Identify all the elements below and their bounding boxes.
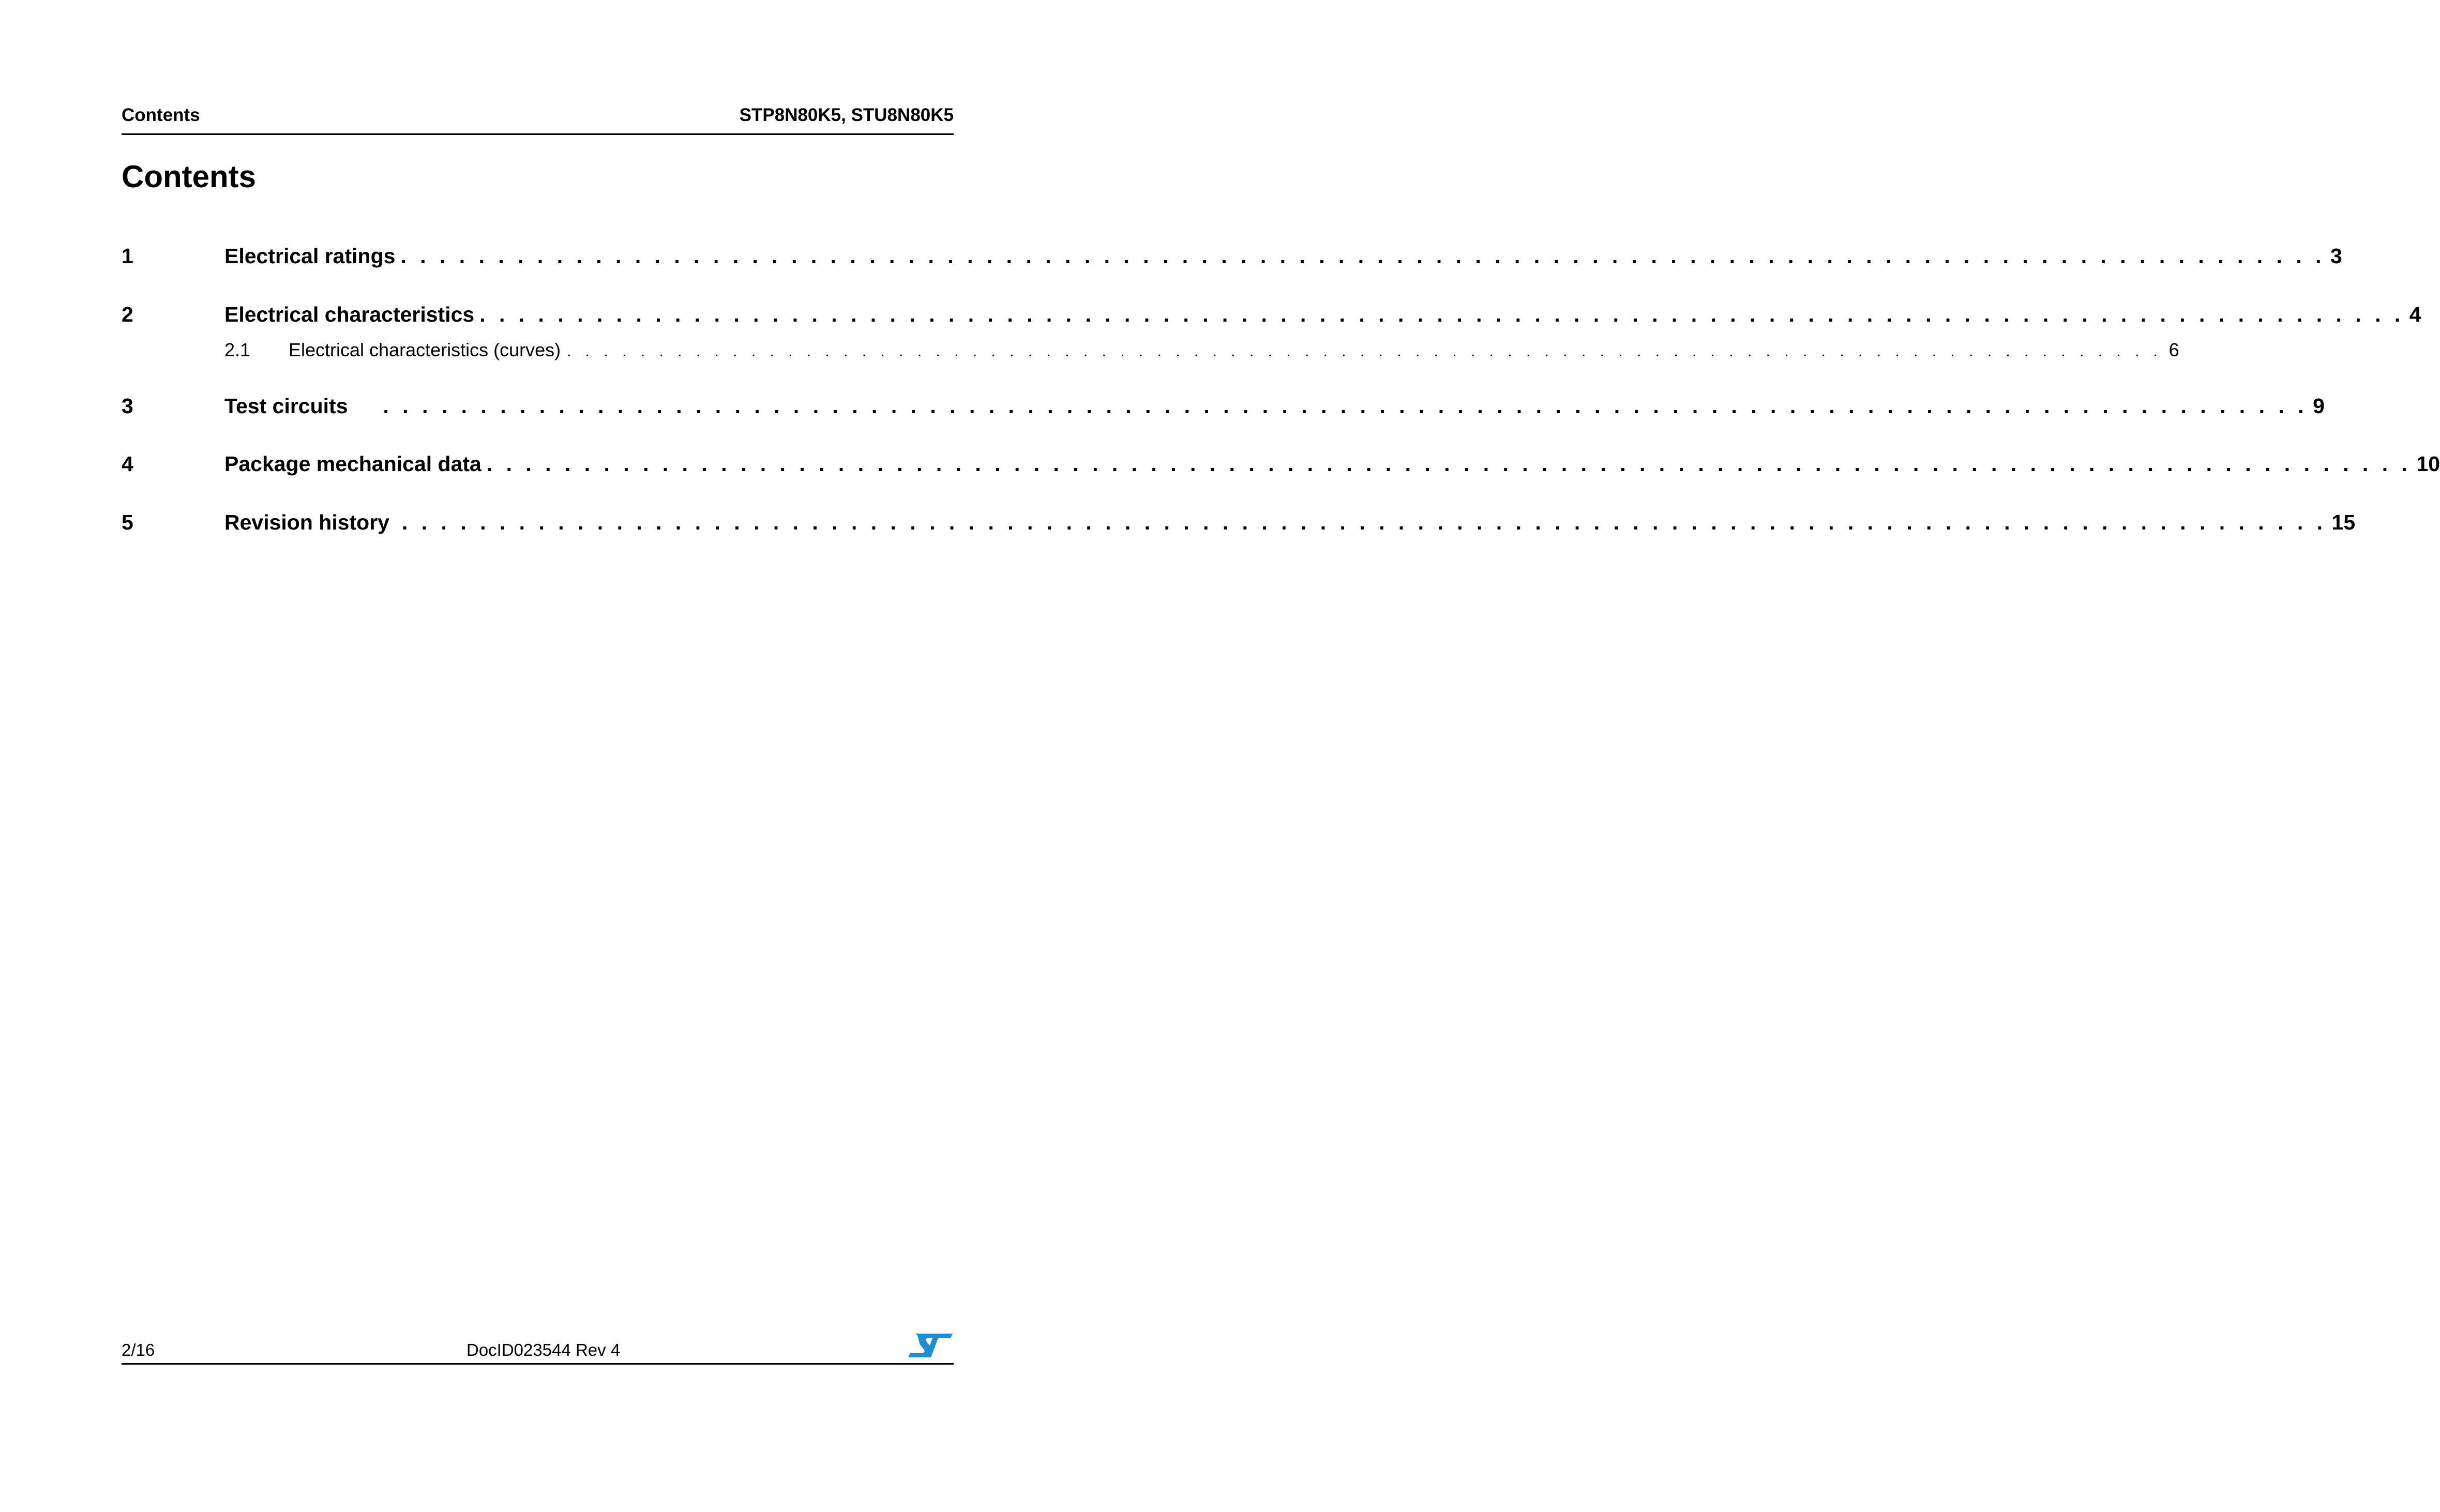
toc-number: 3	[122, 394, 133, 418]
toc-page: 9	[2313, 394, 2325, 418]
toc-leader-dots: . . . . . . . . . . . . . . . . . . . . . . . . . . . . . . . . . . . . . . . . . . . . . . . . . . . . . . . . . . . . . . . . . . . . . . . . . . . . . . . . . . . . . . . . . . . . . . . . . . .	[401, 510, 2327, 534]
toc-entry-4[interactable]	[122, 448, 2440, 479]
toc-entry-5[interactable]	[122, 507, 2356, 538]
header-section: Contents	[122, 105, 200, 125]
toc-label: Electrical characteristics	[224, 303, 475, 326]
toc-page: 15	[2331, 510, 2356, 534]
toc-number: 4	[122, 452, 133, 476]
toc-number: 1	[122, 244, 133, 268]
toc-sub-page: 6	[2168, 339, 2179, 360]
toc-number: 2	[122, 303, 133, 326]
toc-page: 10	[2416, 452, 2440, 476]
toc-leader-dots: . . . . . . . . . . . . . . . . . . . . . . . . . . . . . . . . . . . . . . . . . . . . . . . . . . . . . . . . . . . . . . . . . . . . . . . . . . . . . . . . . . . . . . . . . . . . . . . . . . .	[383, 394, 2308, 418]
toc-label: Package mechanical data	[224, 452, 481, 476]
toc-sub-number: 2.1	[224, 339, 251, 360]
toc-page: 3	[2330, 244, 2342, 268]
toc-number: 5	[122, 510, 133, 534]
toc-sub-label: Electrical characteristics (curves)	[289, 339, 561, 360]
toc-label: Test circuits	[224, 394, 348, 418]
toc-leader-dots: . . . . . . . . . . . . . . . . . . . . . . . . . . . . . . . . . . . . . . . . . . . . . . . . . . . . . . . . . . . . . . . . . . . . . . . . . . . . . . . . . . . . . . .	[567, 343, 2163, 360]
toc-leader-dots: . . . . . . . . . . . . . . . . . . . . . . . . . . . . . . . . . . . . . . . . . . . . . . . . . . . . . . . . . . . . . . . . . . . . . . . . . . . . . . . . . . . . . . . . . . . . . . . . . . .	[479, 303, 2404, 326]
header-rule	[122, 133, 954, 135]
footer-rule	[122, 1363, 954, 1365]
toc-entry-3[interactable]	[122, 390, 2325, 421]
page-header	[122, 103, 954, 134]
footer-page-number: 2/16	[122, 1340, 155, 1359]
toc-label: Revision history	[224, 510, 389, 534]
toc-leader-dots: . . . . . . . . . . . . . . . . . . . . . . . . . . . . . . . . . . . . . . . . . . . . . . . . . . . . . . . . . . . . . . . . . . . . . . . . . . . . . . . . . . . . . . . . . . . . . . . . . . .	[400, 244, 2325, 268]
header-part-numbers: STP8N80K5, STU8N80K5	[739, 105, 954, 125]
toc-leader-dots: . . . . . . . . . . . . . . . . . . . . . . . . . . . . . . . . . . . . . . . . . . . . . . . . . . . . . . . . . . . . . . . . . . . . . . . . . . . . . . . . . . . . . . . . . . . . . . . . . . .	[486, 452, 2412, 476]
toc-label: Electrical ratings	[224, 244, 396, 268]
footer-doc-id: DocID023544 Rev 4	[466, 1340, 621, 1359]
st-logo-icon	[907, 1332, 954, 1360]
toc-entry-2[interactable]	[122, 299, 2421, 330]
page-title: Contents	[122, 159, 256, 194]
toc-page: 4	[2409, 303, 2421, 326]
toc-entry-1[interactable]	[122, 240, 2342, 271]
toc-subentry-2-1[interactable]	[224, 337, 2179, 363]
